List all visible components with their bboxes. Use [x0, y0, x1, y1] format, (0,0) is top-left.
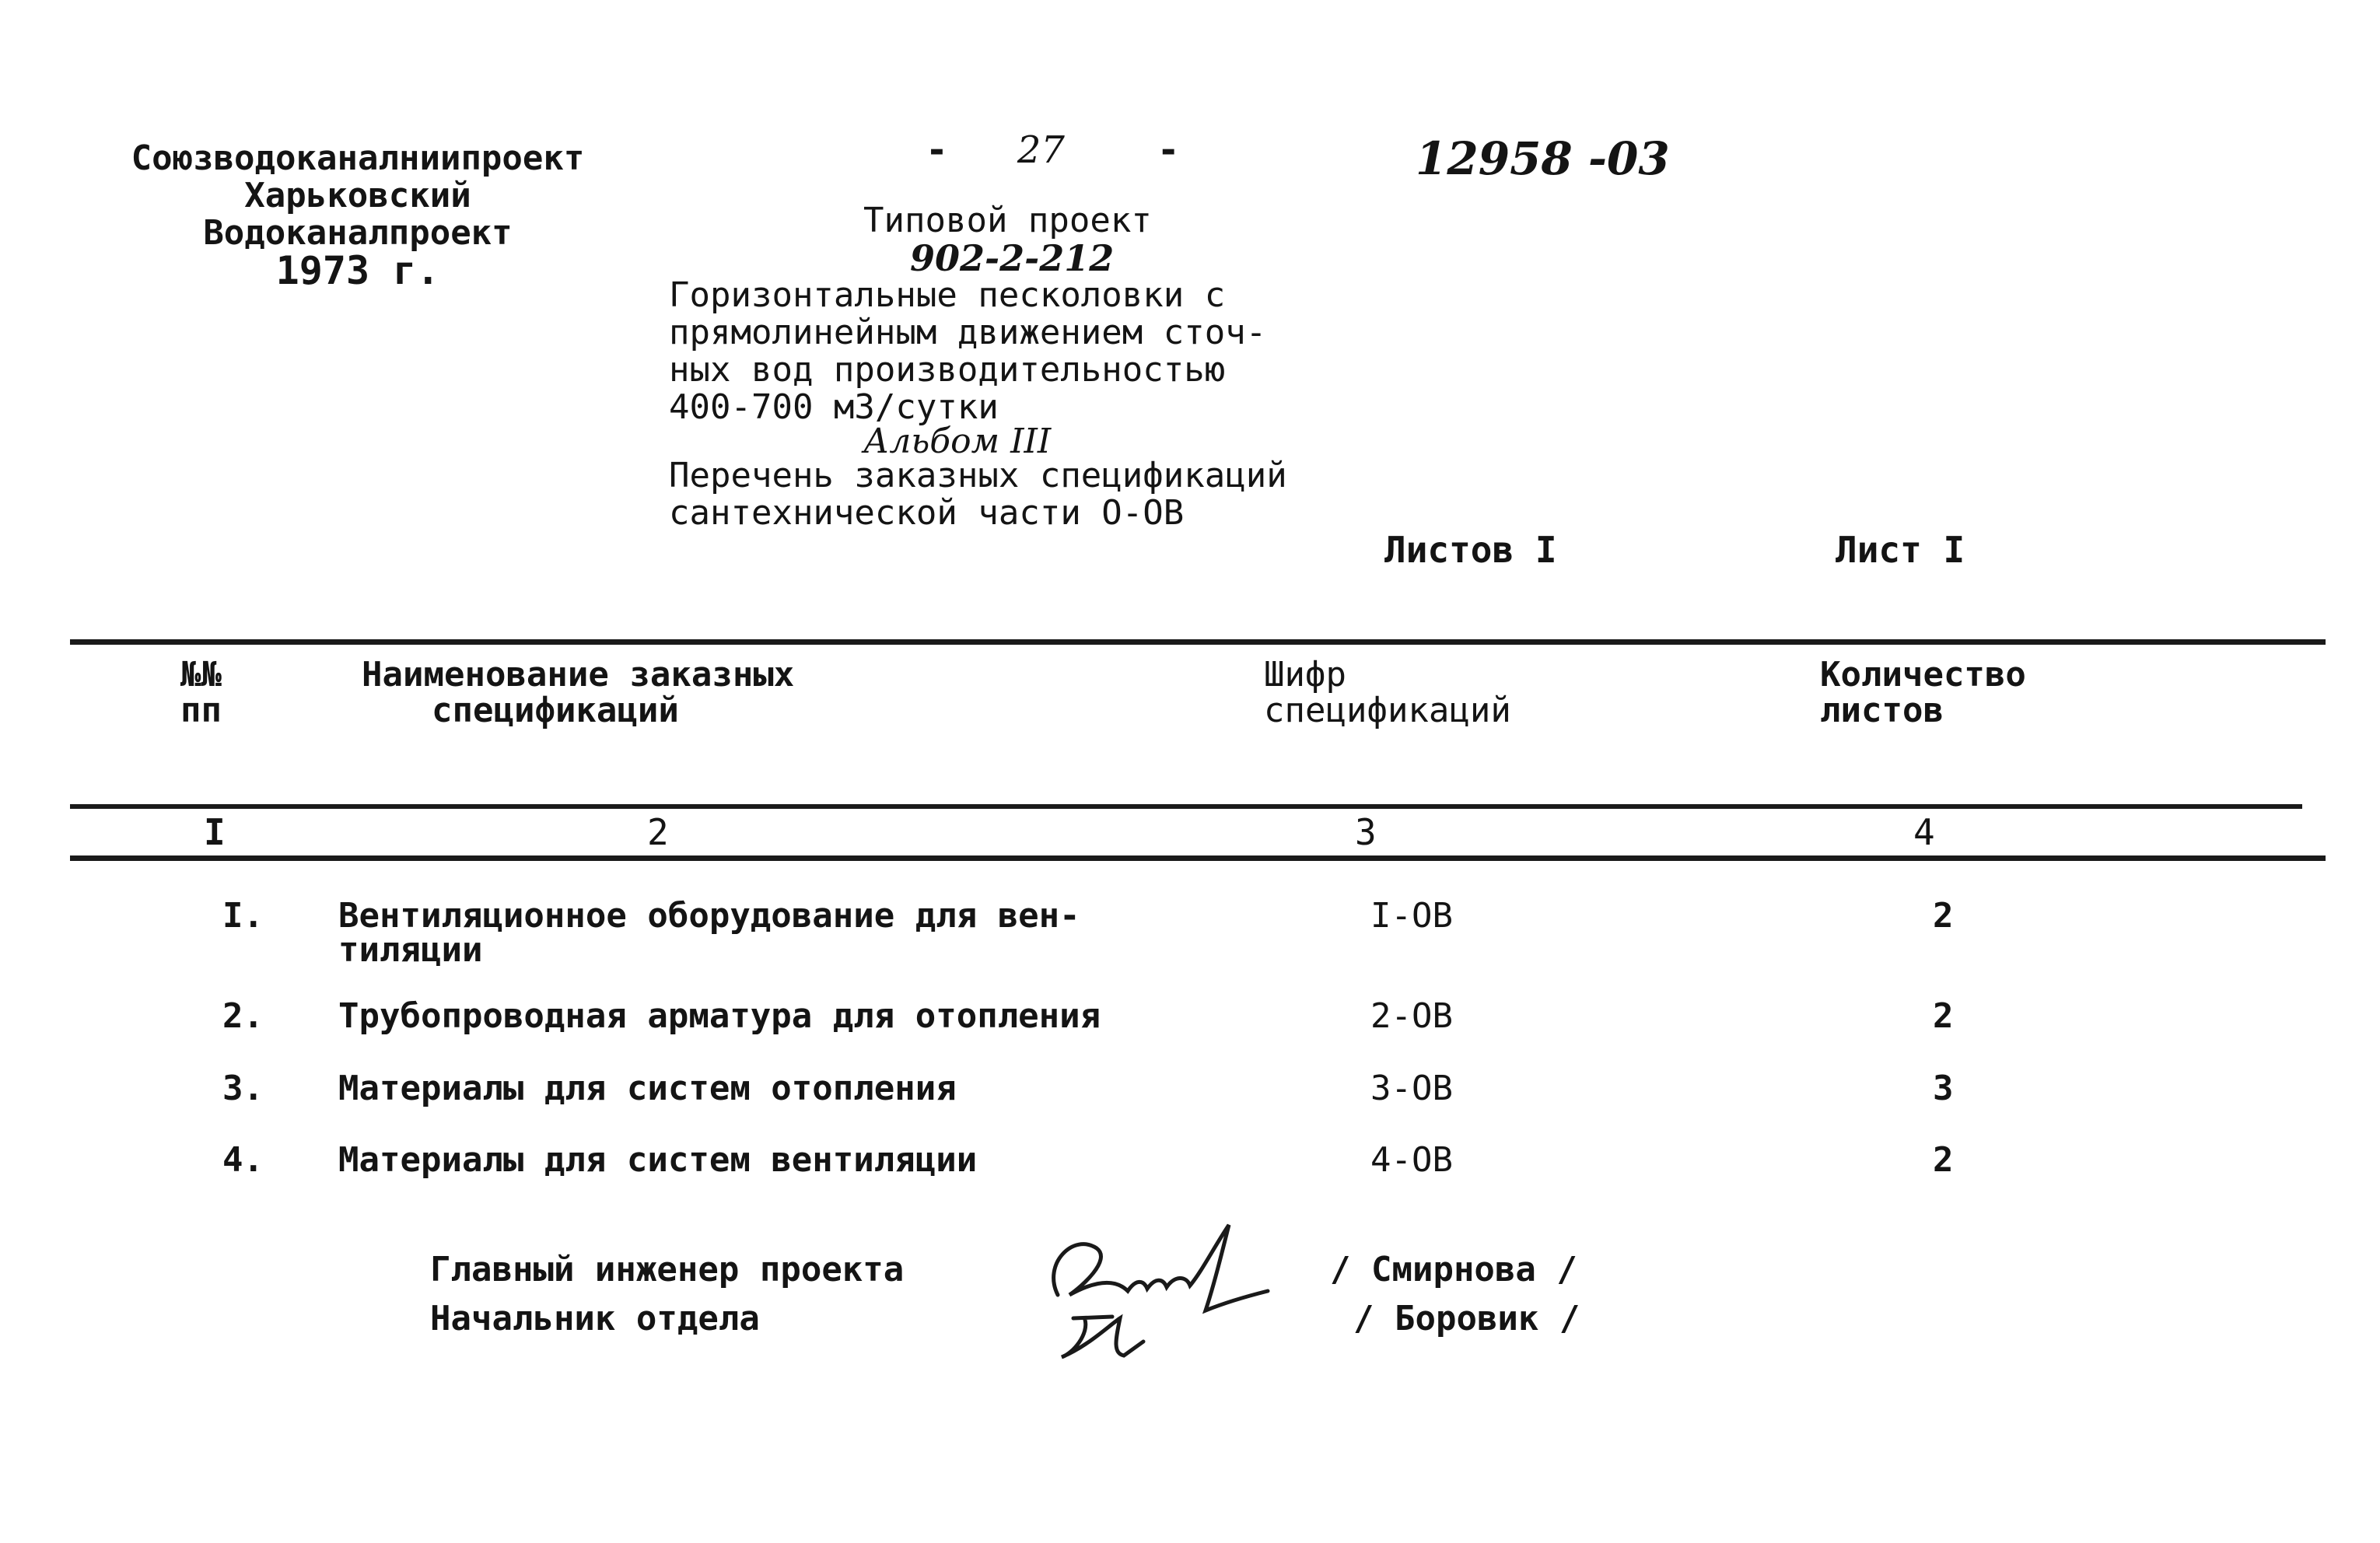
column-number: I	[204, 811, 226, 853]
sheets-total: Листов I	[1384, 529, 1557, 571]
title-line: Горизонтальные песколовки с	[669, 275, 1226, 315]
page-dash: -	[1157, 128, 1180, 172]
row-code: 4-ОВ	[1370, 1140, 1453, 1180]
row-num: I.	[222, 896, 264, 936]
signature-name: / Боровик /	[1353, 1299, 1580, 1338]
list-title-line: сантехнической части О-ОВ	[669, 493, 1185, 533]
column-numbers-rule	[70, 855, 2326, 861]
row-name: Трубопроводная арматура для отопления	[338, 996, 1101, 1036]
row-code: 2-ОВ	[1370, 996, 1453, 1036]
title-block	[669, 202, 1287, 532]
project-type-label: Типовой проект	[863, 201, 1152, 240]
signature-role: Начальник отдела	[430, 1299, 760, 1338]
title-line: прямолинейным движением сточ-	[669, 313, 1267, 352]
column-number: 3	[1355, 811, 1377, 853]
handwritten-signature	[1027, 1202, 1291, 1365]
row-name: Материалы для систем вентиляции	[338, 1140, 978, 1180]
org-name-line: Харьковский	[244, 176, 471, 215]
row-count: 3	[1933, 1069, 1954, 1108]
row-count: 2	[1933, 896, 1954, 936]
sheet-current: Лист I	[1836, 529, 1965, 571]
column-number: 4	[1913, 811, 1935, 853]
header-count: Количество листов	[1820, 655, 2026, 730]
row-name: Вентиляционное оборудование для вен- тиляции	[338, 896, 1080, 970]
row-code: 3-ОВ	[1370, 1069, 1453, 1108]
page-dash: -	[926, 128, 948, 172]
list-title-line: Перечень заказных спецификаций	[669, 456, 1287, 495]
header-code: Шифр спецификаций	[1264, 655, 1511, 730]
row-num: 3.	[222, 1069, 264, 1108]
header-bottom-rule	[70, 804, 2302, 809]
header-num: №№ пп	[180, 655, 222, 730]
row-count: 2	[1933, 996, 1954, 1036]
row-num: 2.	[222, 996, 264, 1036]
signature-name: / Смирнова /	[1330, 1250, 1577, 1289]
title-line: ных вод производительностью	[669, 350, 1226, 390]
row-count: 2	[1933, 1140, 1954, 1180]
org-year: 1973 г.	[275, 248, 440, 293]
organization-block	[109, 138, 607, 293]
signature-role: Главный инженер проекта	[430, 1250, 905, 1289]
page-number-block	[926, 128, 1180, 172]
page-number: 27	[1017, 128, 1065, 172]
title-line: 400-700 м3/сутки	[669, 387, 999, 427]
column-number: 2	[647, 811, 669, 853]
document-number: 12958 -03	[1416, 132, 1670, 185]
table-top-rule	[70, 639, 2326, 645]
row-name: Материалы для систем отопления	[338, 1069, 957, 1108]
org-name-line: Союзводоканалниипроект	[131, 138, 585, 178]
row-code: I-ОВ	[1370, 896, 1453, 936]
album-label: Альбом III	[863, 422, 1052, 461]
org-name-line: Водоканалпроект	[203, 213, 513, 253]
project-code: 902-2-212	[910, 237, 1115, 279]
header-name: Наименование заказных спецификаций	[362, 655, 795, 730]
row-num: 4.	[222, 1140, 264, 1180]
